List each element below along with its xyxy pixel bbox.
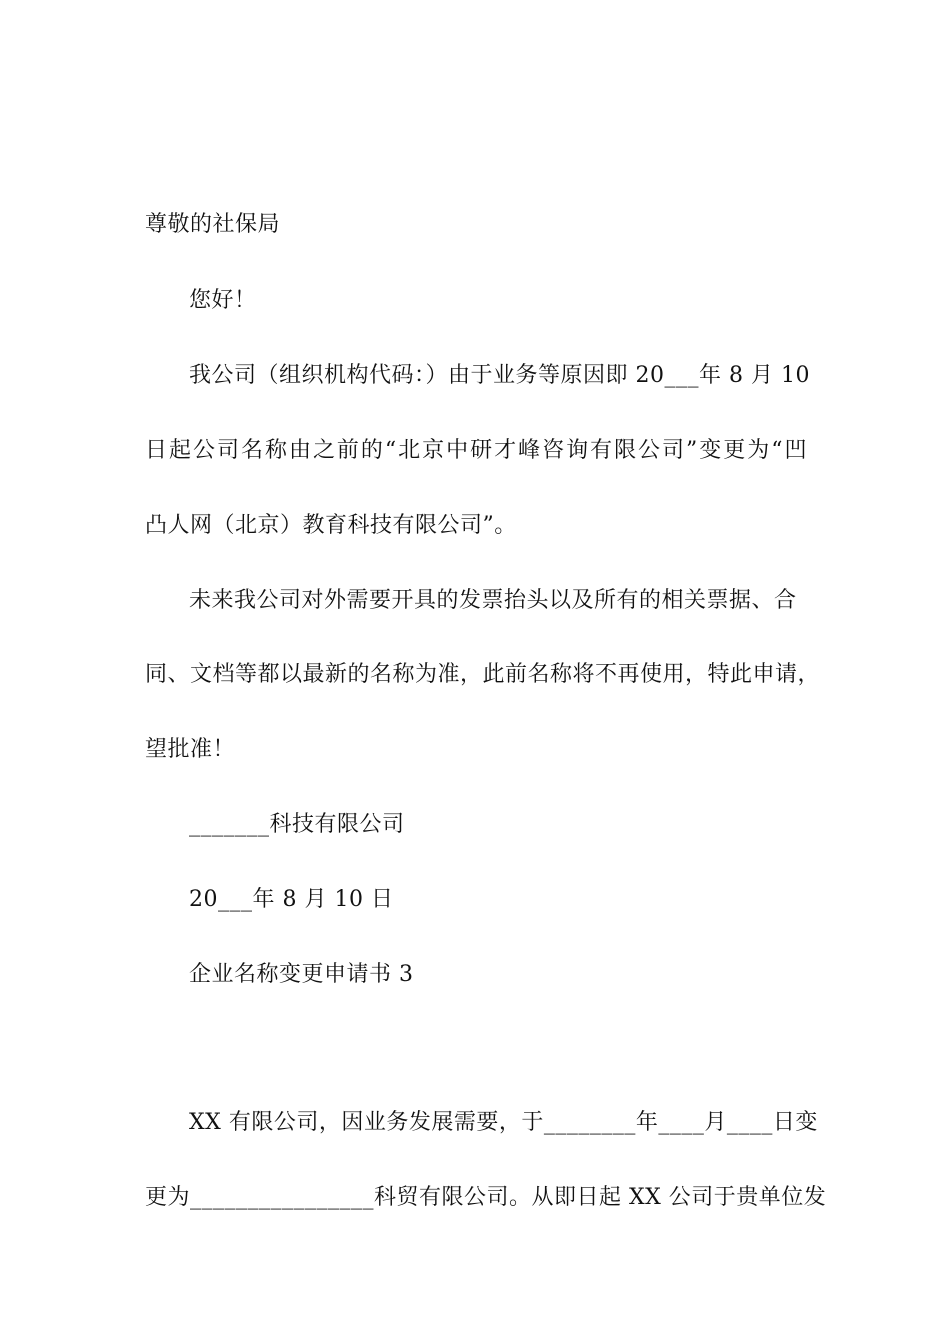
next-body-line-1: XX 有限公司，因业务发展需要，于________年____月____日变: [189, 1110, 818, 1135]
salutation: 尊敬的社保局: [145, 212, 281, 237]
next-section-title: 企业名称变更申请书 3: [189, 962, 414, 987]
greeting: 您好！: [189, 288, 257, 313]
next-body-line-2: 更为________________科贸有限公司。从即日起 XX 公司于贵单位发: [145, 1185, 827, 1210]
signature-company: _______科技有限公司: [189, 812, 405, 837]
body-line-3: 凸人网（北京）教育科技有限公司”。: [145, 513, 517, 538]
body-line-2: 日起公司名称由之前的“北京中研才峰咨询有限公司”变更为“凹: [145, 438, 807, 463]
body-line-4: 未来我公司对外需要开具的发票抬头以及所有的相关票据、合: [189, 588, 797, 613]
signature-date: 20___年 8 月 10 日: [189, 887, 394, 912]
body-line-1: 我公司（组织机构代码：）由于业务等原因即 20___年 8 月 10: [189, 363, 810, 388]
body-line-6: 望批准！: [145, 737, 236, 762]
body-line-5: 同、文档等都以最新的名称为准，此前名称将不再使用，特此申请，: [145, 662, 821, 687]
